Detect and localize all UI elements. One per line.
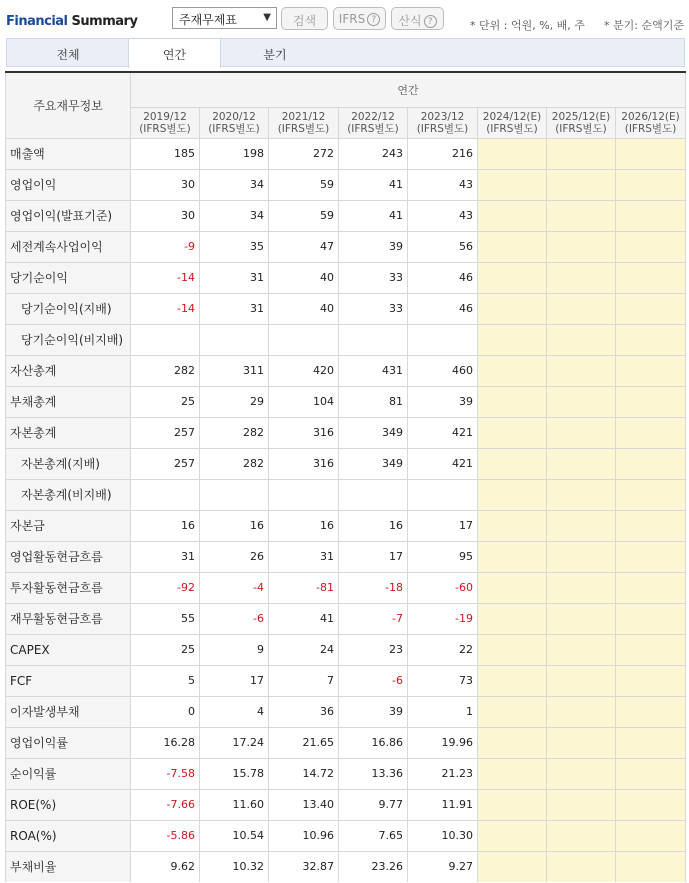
forecast-cell xyxy=(616,541,686,572)
forecast-cell xyxy=(547,851,616,882)
forecast-cell xyxy=(616,727,686,758)
value-cell: 22 xyxy=(408,634,478,665)
statement-type-select[interactable] xyxy=(172,7,277,29)
value-cell: 73 xyxy=(408,665,478,696)
row-label: 자산총계 xyxy=(6,355,131,386)
table-row xyxy=(6,758,686,789)
forecast-cell xyxy=(616,138,686,169)
forecast-cell xyxy=(616,603,686,634)
forecast-cell xyxy=(478,231,547,262)
table-row xyxy=(6,603,686,634)
value-cell: 10.54 xyxy=(200,820,269,851)
dropdown-arrow-icon: ▼ xyxy=(263,12,271,23)
value-cell: 30 xyxy=(131,200,200,231)
value-cell: 16 xyxy=(269,510,339,541)
value-cell: 11.60 xyxy=(200,789,269,820)
forecast-cell xyxy=(616,572,686,603)
value-cell: 9.77 xyxy=(339,789,408,820)
financial-summary-table xyxy=(5,71,686,882)
value-cell: 7 xyxy=(269,665,339,696)
value-cell: 16.86 xyxy=(339,727,408,758)
period-year: 2024/12(E) xyxy=(482,110,542,123)
forecast-cell xyxy=(478,758,547,789)
row-label: CAPEX xyxy=(6,634,131,665)
value-cell: 39 xyxy=(408,386,478,417)
value-cell: -6 xyxy=(200,603,269,634)
value-cell: -7 xyxy=(339,603,408,634)
forecast-cell xyxy=(478,138,547,169)
period-header xyxy=(547,107,616,138)
value-cell: 282 xyxy=(131,355,200,386)
forecast-cell xyxy=(616,355,686,386)
table-row xyxy=(6,789,686,820)
row-label: 자본총계(비지배) xyxy=(6,479,131,510)
value-cell: 420 xyxy=(269,355,339,386)
value-cell xyxy=(269,479,339,510)
forecast-cell xyxy=(547,758,616,789)
value-cell: 41 xyxy=(269,603,339,634)
forecast-cell xyxy=(616,417,686,448)
value-cell: 43 xyxy=(408,169,478,200)
value-cell: 41 xyxy=(339,200,408,231)
value-cell: 17.24 xyxy=(200,727,269,758)
forecast-cell xyxy=(478,386,547,417)
row-label: 영업이익률 xyxy=(6,727,131,758)
value-cell: -81 xyxy=(269,572,339,603)
value-cell: -92 xyxy=(131,572,200,603)
value-cell: 25 xyxy=(131,634,200,665)
tab-quarterly[interactable]: 분기 xyxy=(263,48,287,62)
forecast-cell xyxy=(547,169,616,200)
value-cell: 10.30 xyxy=(408,820,478,851)
forecast-cell xyxy=(616,634,686,665)
value-cell: 15.78 xyxy=(200,758,269,789)
table-row xyxy=(6,324,686,355)
row-label: 투자활동현금흐름 xyxy=(6,572,131,603)
forecast-cell xyxy=(616,169,686,200)
table-row xyxy=(6,696,686,727)
value-cell: 33 xyxy=(339,293,408,324)
forecast-cell xyxy=(478,603,547,634)
table-row xyxy=(6,417,686,448)
period-basis: (IFRS별도) xyxy=(624,122,677,135)
value-cell: 34 xyxy=(200,169,269,200)
forecast-cell xyxy=(547,386,616,417)
value-cell: 16 xyxy=(200,510,269,541)
value-cell: 216 xyxy=(408,138,478,169)
value-cell xyxy=(408,324,478,355)
forecast-cell xyxy=(478,200,547,231)
period-header xyxy=(339,107,408,138)
row-label: 당기순이익(비지배) xyxy=(6,324,131,355)
row-label: 당기순이익(지배) xyxy=(6,293,131,324)
value-cell: -4 xyxy=(200,572,269,603)
forecast-cell xyxy=(616,510,686,541)
value-cell: -6 xyxy=(339,665,408,696)
value-cell: 311 xyxy=(200,355,269,386)
table-row xyxy=(6,572,686,603)
value-cell: 59 xyxy=(269,169,339,200)
tab-all[interactable]: 전체 xyxy=(56,48,80,62)
table-row xyxy=(6,479,686,510)
value-cell: 21.65 xyxy=(269,727,339,758)
value-cell: 16 xyxy=(131,510,200,541)
forecast-cell xyxy=(547,510,616,541)
forecast-cell xyxy=(478,634,547,665)
forecast-cell xyxy=(616,789,686,820)
value-cell: 31 xyxy=(200,262,269,293)
period-year: 2020/12 xyxy=(212,110,256,123)
help-icon: ? xyxy=(424,15,437,28)
ifrs-help-button[interactable] xyxy=(333,7,386,30)
forecast-cell xyxy=(616,820,686,851)
value-cell: 13.36 xyxy=(339,758,408,789)
forecast-cell xyxy=(547,727,616,758)
value-cell: 26 xyxy=(200,541,269,572)
forecast-cell xyxy=(616,231,686,262)
row-label: 영업이익(발표기준) xyxy=(6,200,131,231)
forecast-cell xyxy=(547,231,616,262)
table-row xyxy=(6,634,686,665)
forecast-cell xyxy=(616,696,686,727)
row-label: 순이익률 xyxy=(6,758,131,789)
value-cell: 23 xyxy=(339,634,408,665)
value-cell: 36 xyxy=(269,696,339,727)
value-cell: 257 xyxy=(131,448,200,479)
value-cell: 421 xyxy=(408,417,478,448)
forecast-cell xyxy=(616,324,686,355)
value-cell: 7.65 xyxy=(339,820,408,851)
value-cell xyxy=(200,324,269,355)
forecast-cell xyxy=(478,727,547,758)
value-cell xyxy=(339,324,408,355)
table-row xyxy=(6,510,686,541)
value-cell xyxy=(200,479,269,510)
annual-group-header: 연간 xyxy=(131,72,686,107)
period-header xyxy=(200,107,269,138)
value-cell: 81 xyxy=(339,386,408,417)
search-button[interactable]: 검색 xyxy=(281,7,328,30)
forecast-cell xyxy=(616,386,686,417)
period-basis: (IFRS별도) xyxy=(555,122,607,135)
value-cell: 39 xyxy=(339,696,408,727)
tab-annual[interactable]: 연간 xyxy=(128,39,221,68)
table-row xyxy=(6,386,686,417)
row-label: 당기순이익 xyxy=(6,262,131,293)
value-cell: 9.27 xyxy=(408,851,478,882)
value-cell: 17 xyxy=(200,665,269,696)
value-cell: 31 xyxy=(131,541,200,572)
value-cell: -18 xyxy=(339,572,408,603)
value-cell: 198 xyxy=(200,138,269,169)
value-cell: 34 xyxy=(200,200,269,231)
value-cell: 39 xyxy=(339,231,408,262)
period-year: 2022/12 xyxy=(351,110,395,123)
value-cell: -60 xyxy=(408,572,478,603)
value-cell: 13.40 xyxy=(269,789,339,820)
value-cell: 19.96 xyxy=(408,727,478,758)
quarter-note: * 분기: 순액기준 xyxy=(604,19,684,32)
value-cell: 40 xyxy=(269,262,339,293)
section-title xyxy=(6,14,137,29)
forecast-cell xyxy=(547,448,616,479)
value-cell: -14 xyxy=(131,262,200,293)
period-header xyxy=(616,107,686,138)
row-label: ROE(%) xyxy=(6,789,131,820)
forecast-cell xyxy=(478,572,547,603)
row-label: FCF xyxy=(6,665,131,696)
title-financial: Financial xyxy=(6,14,68,29)
forecast-cell xyxy=(616,851,686,882)
value-cell: 316 xyxy=(269,448,339,479)
value-cell: 5 xyxy=(131,665,200,696)
period-basis: (IFRS별도) xyxy=(277,122,330,135)
table-row xyxy=(6,665,686,696)
value-cell: 272 xyxy=(269,138,339,169)
value-cell: 4 xyxy=(200,696,269,727)
period-year: 2021/12 xyxy=(281,110,326,123)
statement-type-value: 주재무제표 xyxy=(179,13,237,27)
value-cell: 421 xyxy=(408,448,478,479)
row-label: 부채비율 xyxy=(6,851,131,882)
table-row xyxy=(6,727,686,758)
value-cell xyxy=(408,479,478,510)
table-row xyxy=(6,448,686,479)
value-cell: 17 xyxy=(408,510,478,541)
value-cell: 349 xyxy=(339,448,408,479)
period-year: 2023/12 xyxy=(420,110,465,123)
forecast-cell xyxy=(478,479,547,510)
forecast-cell xyxy=(547,417,616,448)
value-cell: 9 xyxy=(200,634,269,665)
value-cell: -9 xyxy=(131,231,200,262)
table-row xyxy=(6,138,686,169)
value-cell: 282 xyxy=(200,448,269,479)
value-cell: 41 xyxy=(339,169,408,200)
row-label: 자본금 xyxy=(6,510,131,541)
value-cell xyxy=(131,479,200,510)
value-cell: 59 xyxy=(269,200,339,231)
row-label: 부채총계 xyxy=(6,386,131,417)
forecast-cell xyxy=(547,293,616,324)
forecast-cell xyxy=(547,324,616,355)
value-cell: 55 xyxy=(131,603,200,634)
value-cell: -7.58 xyxy=(131,758,200,789)
value-cell: 24 xyxy=(269,634,339,665)
table-row xyxy=(6,200,686,231)
unit-note: * 단위 : 억원, %, 배, 주 xyxy=(470,19,585,32)
value-cell: 47 xyxy=(269,231,339,262)
value-cell: 17 xyxy=(339,541,408,572)
forecast-cell xyxy=(478,262,547,293)
row-label: 재무활동현금흐름 xyxy=(6,603,131,634)
row-label: 이자발생부채 xyxy=(6,696,131,727)
value-cell xyxy=(131,324,200,355)
value-cell: 460 xyxy=(408,355,478,386)
value-cell: 431 xyxy=(339,355,408,386)
forecast-cell xyxy=(547,138,616,169)
value-cell: 14.72 xyxy=(269,758,339,789)
period-tabs xyxy=(6,38,685,67)
forecast-cell xyxy=(478,355,547,386)
forecast-cell xyxy=(616,200,686,231)
forecast-cell xyxy=(478,169,547,200)
forecast-cell xyxy=(547,479,616,510)
value-cell: 349 xyxy=(339,417,408,448)
forecast-cell xyxy=(478,324,547,355)
forecast-cell xyxy=(478,417,547,448)
period-header xyxy=(478,107,547,138)
period-basis: (IFRS별도) xyxy=(347,122,399,135)
value-cell: -19 xyxy=(408,603,478,634)
table-row xyxy=(6,820,686,851)
value-cell: 10.32 xyxy=(200,851,269,882)
forecast-cell xyxy=(478,541,547,572)
value-cell: 23.26 xyxy=(339,851,408,882)
forecast-cell xyxy=(547,696,616,727)
value-cell: 282 xyxy=(200,417,269,448)
forecast-cell xyxy=(547,541,616,572)
forecast-cell xyxy=(616,758,686,789)
value-cell: 243 xyxy=(339,138,408,169)
period-header xyxy=(269,107,339,138)
forecast-cell xyxy=(547,200,616,231)
help-icon: ? xyxy=(367,13,380,26)
row-label: 자본총계 xyxy=(6,417,131,448)
period-basis: (IFRS별도) xyxy=(486,122,538,135)
value-cell: 21.23 xyxy=(408,758,478,789)
formula-label: 산식 xyxy=(398,14,422,28)
value-cell: 11.91 xyxy=(408,789,478,820)
value-cell: 46 xyxy=(408,262,478,293)
value-cell: 31 xyxy=(200,293,269,324)
formula-help-button[interactable] xyxy=(391,7,444,30)
value-cell: 35 xyxy=(200,231,269,262)
value-cell: -14 xyxy=(131,293,200,324)
forecast-cell xyxy=(478,820,547,851)
row-label: 영업이익 xyxy=(6,169,131,200)
forecast-cell xyxy=(547,820,616,851)
value-cell: 25 xyxy=(131,386,200,417)
period-basis: (IFRS별도) xyxy=(208,122,260,135)
value-cell xyxy=(269,324,339,355)
title-summary: Summary xyxy=(71,14,138,29)
value-cell: 95 xyxy=(408,541,478,572)
value-cell: 104 xyxy=(269,386,339,417)
value-cell: 16 xyxy=(339,510,408,541)
ifrs-label: IFRS xyxy=(338,12,366,26)
forecast-cell xyxy=(616,262,686,293)
value-cell xyxy=(339,479,408,510)
table-row xyxy=(6,262,686,293)
period-basis: (IFRS별도) xyxy=(139,122,191,135)
value-cell: 29 xyxy=(200,386,269,417)
value-cell: 31 xyxy=(269,541,339,572)
forecast-cell xyxy=(616,448,686,479)
table-row xyxy=(6,851,686,882)
table-row xyxy=(6,541,686,572)
table-row xyxy=(6,169,686,200)
item-header: 주요재무정보 xyxy=(6,72,131,138)
row-label: 자본총계(지배) xyxy=(6,448,131,479)
row-label: 매출액 xyxy=(6,138,131,169)
forecast-cell xyxy=(547,789,616,820)
forecast-cell xyxy=(616,479,686,510)
row-label: 영업활동현금흐름 xyxy=(6,541,131,572)
value-cell: 185 xyxy=(131,138,200,169)
value-cell: 257 xyxy=(131,417,200,448)
value-cell: 316 xyxy=(269,417,339,448)
forecast-cell xyxy=(547,665,616,696)
value-cell: 40 xyxy=(269,293,339,324)
forecast-cell xyxy=(616,665,686,696)
value-cell: 33 xyxy=(339,262,408,293)
period-header xyxy=(408,107,478,138)
forecast-cell xyxy=(547,572,616,603)
period-header xyxy=(131,107,200,138)
forecast-cell xyxy=(547,262,616,293)
value-cell: 32.87 xyxy=(269,851,339,882)
value-cell: 1 xyxy=(408,696,478,727)
value-cell: 30 xyxy=(131,169,200,200)
period-year: 2026/12(E) xyxy=(621,110,680,123)
value-cell: 10.96 xyxy=(269,820,339,851)
value-cell: -7.66 xyxy=(131,789,200,820)
period-year: 2019/12 xyxy=(143,110,187,123)
value-cell: 56 xyxy=(408,231,478,262)
row-label: ROA(%) xyxy=(6,820,131,851)
value-cell: 43 xyxy=(408,200,478,231)
value-cell: 0 xyxy=(131,696,200,727)
value-cell: 46 xyxy=(408,293,478,324)
value-cell: 9.62 xyxy=(131,851,200,882)
period-basis: (IFRS별도) xyxy=(416,122,469,135)
forecast-cell xyxy=(478,510,547,541)
toolbar xyxy=(0,0,689,38)
table-row xyxy=(6,231,686,262)
forecast-cell xyxy=(478,789,547,820)
row-label: 세전계속사업이익 xyxy=(6,231,131,262)
forecast-cell xyxy=(547,603,616,634)
forecast-cell xyxy=(478,696,547,727)
forecast-cell xyxy=(478,665,547,696)
table-row xyxy=(6,355,686,386)
forecast-cell xyxy=(547,634,616,665)
period-year: 2025/12(E) xyxy=(551,110,611,123)
forecast-cell xyxy=(616,293,686,324)
forecast-cell xyxy=(478,293,547,324)
table-row xyxy=(6,293,686,324)
forecast-cell xyxy=(547,355,616,386)
value-cell: 16.28 xyxy=(131,727,200,758)
forecast-cell xyxy=(478,448,547,479)
forecast-cell xyxy=(478,851,547,882)
value-cell: -5.86 xyxy=(131,820,200,851)
